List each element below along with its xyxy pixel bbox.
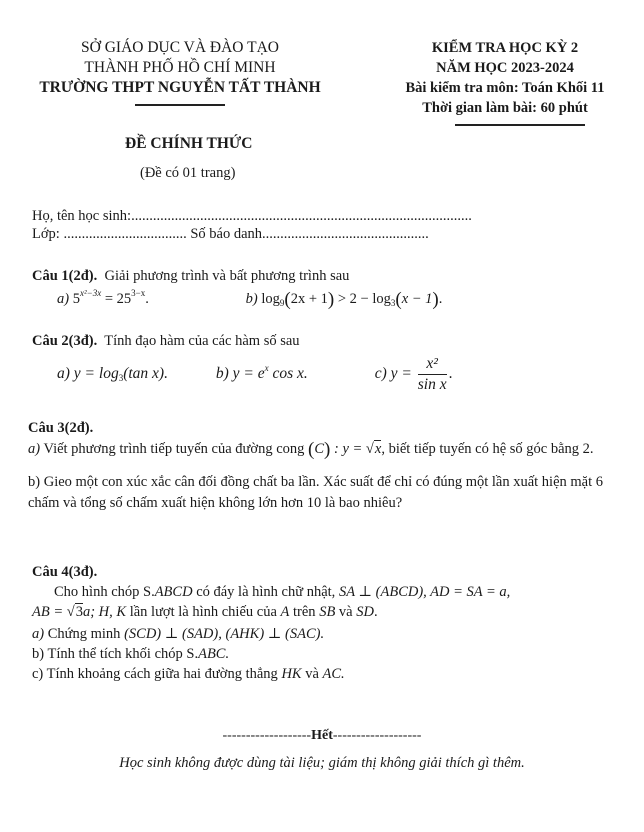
question-4-title: Câu 4(3đ). xyxy=(32,564,98,580)
page-count: (Đề có 01 trang) xyxy=(140,165,236,181)
student-name-row xyxy=(32,208,472,225)
official-label: ĐỀ CHÍNH THỨC xyxy=(125,135,253,152)
student-name-field[interactable]: .............................................................................................. xyxy=(131,208,472,224)
q4-part-b: b) Tính thể tích khối chóp S.ABC. xyxy=(32,646,230,662)
student-id-label: Số báo danh xyxy=(190,226,262,242)
q2-part-a: a) $y = \log_3(\tan$ x). xyxy=(57,365,168,384)
question-3-title: Câu 3(2đ). xyxy=(28,420,94,436)
class-field[interactable]: .................................. xyxy=(63,226,187,242)
end-marker: -------------------Hết------------------- xyxy=(222,728,422,743)
school-name: TRƯỜNG THPT NGUYỄN TẤT THÀNH xyxy=(39,79,321,96)
q1-part-b: b) $\log_9(2x + 1) > 2 - \log_3(x - 1)$. xyxy=(245,289,443,310)
q4-part-c: c) Tính khoảng cách giữa hai đường thẳng HK và AC. xyxy=(32,666,345,682)
q3-part-b: b) Gieo một con xúc xắc cân đối đồng chất ba lần. Xác suất để chỉ có đúng một lần xuất hiện mặt 6 chấm và tổng số chấm xuất hiện không lớn hơn 10 là bao nhiêu? xyxy=(28,474,604,511)
question-2-prompt: Tính đạo hàm của các hàm số sau xyxy=(104,333,300,349)
question-1 xyxy=(32,268,632,308)
class-label: Lớp: xyxy=(32,226,60,242)
footer-note: Học sinh không được dùng tài liệu; giám thị không giải thích gì thêm. xyxy=(119,755,525,771)
student-id-field[interactable]: .............................................. xyxy=(262,226,429,242)
header-left xyxy=(30,38,330,98)
q3-part-a: a) Viết phương trình tiếp tuyến của đường cong (C) : y = √x, biết tiếp tuyến có hệ số góc bằng 2. xyxy=(28,439,594,460)
exam-title: KIỂM TRA HỌC KỲ 2 xyxy=(431,40,579,56)
q4-intro: Cho hình chóp S.ABCD có đáy là hình chữ nhật, SA ⊥ (ABCD), AD = SA = a, xyxy=(54,584,511,600)
q4-intro-2: AB = √3a; H, K lần lượt là hình chiếu của A trên SB và SD. xyxy=(32,604,378,620)
header-left-underline xyxy=(135,104,225,106)
exam-duration: Thời gian làm bài: 60 phút xyxy=(422,100,588,116)
student-class-row xyxy=(32,226,429,243)
question-1-title: Câu 1(2đ). xyxy=(32,268,98,284)
header-right-underline xyxy=(455,124,585,126)
q2-part-c: c) y = $\frac{\text{x²}}{\text{sin x}}$ . xyxy=(374,355,453,393)
fraction: $\frac{\text{x²}}{\text{sin x}}$ xyxy=(417,355,447,393)
q2-part-b: b) $y = e^x$ cos x. xyxy=(215,363,308,383)
question-2 xyxy=(32,333,632,395)
question-4 xyxy=(32,562,612,684)
department-name: SỞ GIÁO DỤC VÀ ĐÀO TẠO xyxy=(81,39,279,56)
header-right xyxy=(380,38,630,118)
question-2-title: Câu 2(3đ). xyxy=(32,333,98,349)
student-name-label: Họ, tên học sinh: xyxy=(32,208,132,224)
city-name: THÀNH PHỐ HỒ CHÍ MINH xyxy=(84,59,276,76)
exam-subject: Bài kiểm tra môn: Toán Khối 11 xyxy=(405,80,605,96)
question-3 xyxy=(28,418,608,514)
q4-part-a: a) Chứng minh (SCD) ⊥ (SAD), (AHK) ⊥ (SAC). xyxy=(32,626,325,642)
question-1-prompt: Giải phương trình và bất phương trình sau xyxy=(104,268,350,284)
school-year: NĂM HỌC 2023-2024 xyxy=(436,60,574,76)
q1-part-a: a) $5^{x^2-3x} = 25^{3-x}$. xyxy=(57,288,149,307)
